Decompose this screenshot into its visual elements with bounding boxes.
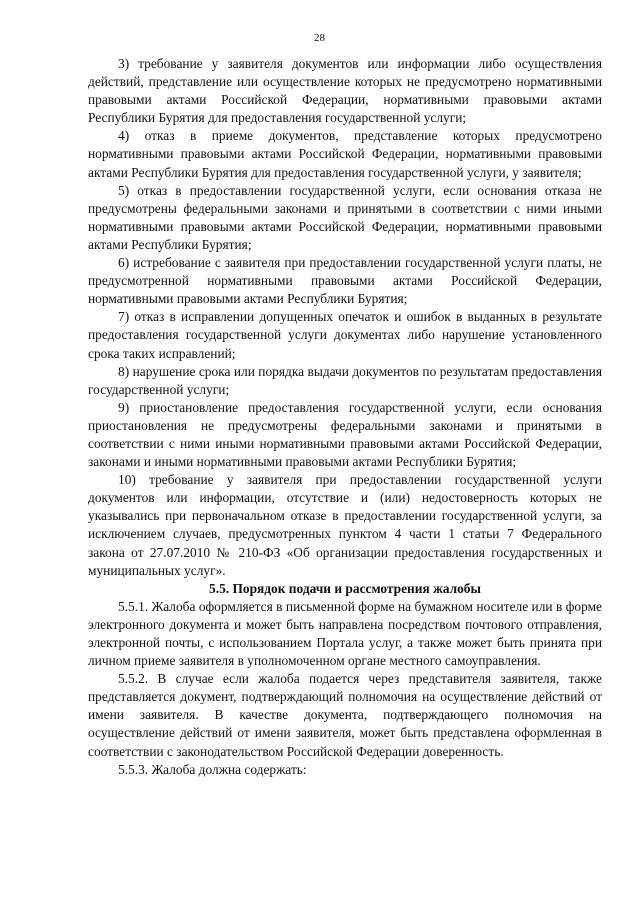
clause-5-5-3: 5.5.3. Жалоба должна содержать: xyxy=(118,761,307,777)
list-item-3: 3) требование у заявителя документов или информации либо осуществления действий, представление или осуществление которых не предусмотрено нормативными правовыми актами Российской Федерации, нормативными правовыми актами Республики Бурятия для предоставления государственной услуги; xyxy=(88,56,602,126)
list-item-10: 10) требование у заявителя при предоставлении государственной услуги документов или информации, отсутствие и (или) недостоверность которых не указывались при первоначальном отказе в предоставлении государственной услуги, за исключением случаев, предусмотренных пунктом 4 части 1 статьи 7 Федерального закона от 27.07.2010 № 210-ФЗ «Об организации предоставления государственных и муниципальных услуг». xyxy=(88,472,602,578)
list-item-9: 9) приостановление предоставления государственной услуги, если основания приостановления не предусмотрены федеральными законами и принятыми в соответствии с ними иными нормативными правовыми актами Российской Федерации, законами и иными нормативными правовыми актами Республики Бурятия; xyxy=(88,399,602,470)
list-item-6: 6) истребование с заявителя при предоставлении государственной услуги платы, не предусмотренной нормативными правовыми актами Российской Федерации, нормативными правовыми актами Республики Бурятия; xyxy=(88,255,602,307)
list-item-5: 5) отказ в предоставлении государственной услуги, если основания отказа не предусмотрены федеральными законами и принятыми в соответствии с ними иными нормативными правовыми актами Российской Федерации, нормативными правовыми актами Республики Бурятия; xyxy=(88,182,602,252)
clause-5-5-2: 5.5.2. В случае если жалоба подается через представителя заявителя, также представляется документ, подтверждающий полномочия на осуществление действий от имени заявителя. В качестве документа, подтверждающего полномочия на осуществление действий от имени заявителя, может быть представлена оформленная в соответствии с законодательством Российской Федерации доверенность. xyxy=(88,671,602,759)
section-heading: 5.5. Порядок подачи и рассмотрения жалобы xyxy=(209,580,481,596)
list-item-8: 8) нарушение срока или порядка выдачи документов по результатам предоставления государственной услуги; xyxy=(88,363,602,397)
page-number: 28 xyxy=(314,32,325,44)
list-item-7: 7) отказ в исправлении допущенных опечаток и ошибок в выданных в результате предоставления государственной услуги документах либо нарушение установленного срока таких исправлений; xyxy=(88,309,602,361)
document-body xyxy=(88,55,602,779)
list-item-4: 4) отказ в приеме документов, представление которых предусмотрено нормативными правовыми актами Российской Федерации, нормативными правовыми актами Республики Бурятия для предоставления государственной услуги, у заявителя; xyxy=(88,128,602,180)
clause-5-5-1: 5.5.1. Жалоба оформляется в письменной форме на бумажном носителе или в форме электронного документа и может быть направлена посредством почтового отправления, электронной почты, с использованием Портала услуг, а также может быть принята при личном приеме заявителя в уполномоченном органе местного самоуправления. xyxy=(88,598,602,669)
